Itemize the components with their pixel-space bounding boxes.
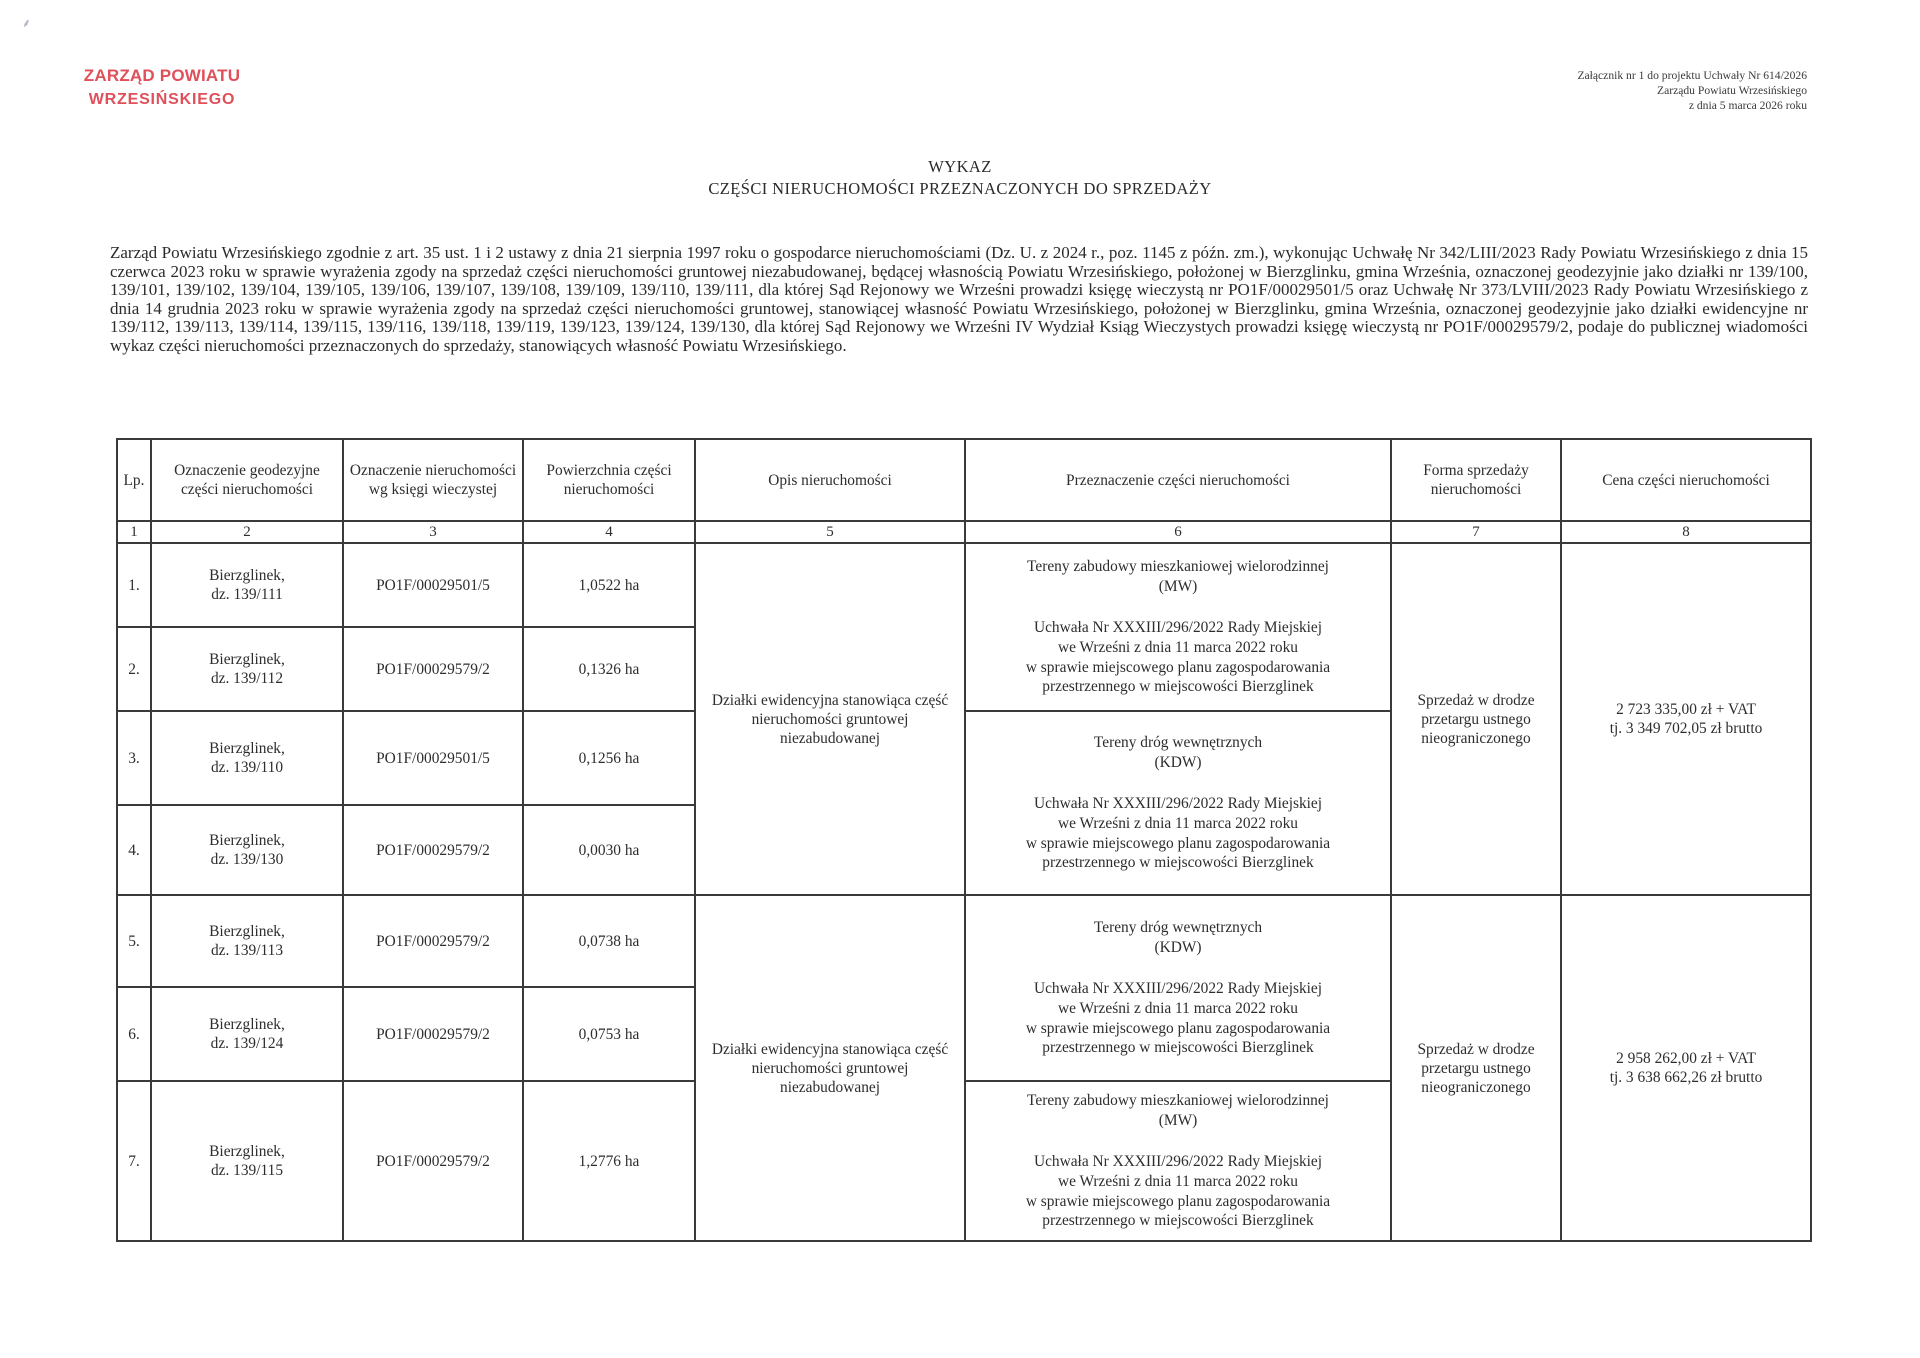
land-register-number: PO1F/00029501/5 [343, 711, 523, 805]
annex-note [1577, 68, 1807, 113]
plot-location: Bierzglinek, [209, 740, 285, 757]
resolution-line: Uchwała Nr XXXIII/296/2022 Rady Miejskiej [1033, 1153, 1323, 1171]
resolution-line: przestrzennego w miejscowości Bierzglinek [1042, 1039, 1314, 1057]
plot-location: Bierzglinek, [209, 651, 285, 668]
plot-number: dz. 139/112 [210, 670, 284, 687]
plot-number: dz. 139/130 [210, 851, 284, 868]
resolution-line: przestrzennego w miejscowości Bierzglinek [1042, 854, 1314, 872]
column-number: 3 [343, 521, 523, 543]
purpose-title: Tereny dróg wewnętrznych [1093, 919, 1263, 937]
row-number: 1. [117, 543, 151, 627]
land-register-number: PO1F/00029501/5 [343, 543, 523, 627]
plot-designation [151, 805, 343, 895]
resolution-line: w sprawie miejscowego planu zagospodarowania [1025, 1192, 1331, 1210]
plot-designation [151, 627, 343, 711]
land-register-number: PO1F/00029579/2 [343, 895, 523, 987]
plot-area: 0,0030 ha [523, 805, 695, 895]
price-net: 2 958 262,00 zł + VAT [1616, 1050, 1756, 1067]
plot-number: dz. 139/113 [210, 942, 284, 959]
resolution-line: w sprawie miejscowego planu zagospodarowania [1025, 658, 1331, 676]
land-register-number: PO1F/00029579/2 [343, 987, 523, 1081]
stamp-line-2: WRZESIŃSKIEGO [88, 91, 236, 108]
resolution-line: we Wrześni z dnia 11 marca 2022 roku [1058, 639, 1298, 656]
header-land-register: Oznaczenie nieruchomości wg księgi wieczystej [343, 439, 523, 521]
column-number: 8 [1561, 521, 1811, 543]
stamp-line-1: ZARZĄD POWIATU [83, 66, 241, 85]
resolution-line: w sprawie miejscowego planu zagospodarowania [1025, 834, 1331, 852]
price [1561, 895, 1811, 1241]
price-net: 2 723 335,00 zł + VAT [1616, 701, 1756, 718]
column-number: 7 [1391, 521, 1561, 543]
page-corner-mark: ⸙ [22, 16, 32, 30]
header-geodetic-designation: Oznaczenie geodezyjne części nieruchomości [151, 439, 343, 521]
price [1561, 543, 1811, 895]
resolution-line: we Wrześni z dnia 11 marca 2022 roku [1058, 1000, 1298, 1017]
purpose-title: Tereny dróg wewnętrznych [1093, 734, 1263, 752]
purpose-symbol: (MW) [1158, 1111, 1198, 1129]
header-lp: Lp. [117, 439, 151, 521]
plot-location: Bierzglinek, [209, 832, 285, 849]
column-number: 1 [117, 521, 151, 543]
plot-designation [151, 1081, 343, 1241]
row-number: 4. [117, 805, 151, 895]
purpose-title: Tereny zabudowy mieszkaniowej wielorodzinnej [1027, 558, 1329, 576]
plot-area: 0,1256 ha [523, 711, 695, 805]
plot-area: 1,2776 ha [523, 1081, 695, 1241]
plot-number: dz. 139/115 [210, 1162, 284, 1179]
purpose-title: Tereny zabudowy mieszkaniowej wielorodzinnej [1027, 1092, 1329, 1110]
plot-designation [151, 895, 343, 987]
resolution-line: Uchwała Nr XXXIII/296/2022 Rady Miejskiej [1033, 980, 1323, 998]
purpose-symbol: (MW) [1158, 577, 1198, 595]
property-description: Działki ewidencyjna stanowiąca część nieruchomości gruntowej niezabudowanej [695, 543, 965, 895]
office-stamp [82, 64, 242, 112]
land-use-purpose [965, 895, 1391, 1081]
land-register-number: PO1F/00029579/2 [343, 627, 523, 711]
plot-area: 0,0753 ha [523, 987, 695, 1081]
row-number: 7. [117, 1081, 151, 1241]
purpose-symbol: (KDW) [1154, 938, 1202, 956]
resolution-line: przestrzennego w miejscowości Bierzglinek [1042, 678, 1314, 696]
resolution-line: przestrzennego w miejscowości Bierzglinek [1042, 1212, 1314, 1230]
land-use-purpose [965, 711, 1391, 895]
plot-number: dz. 139/124 [210, 1035, 284, 1052]
column-number: 4 [523, 521, 695, 543]
header-price: Cena części nieruchomości [1561, 439, 1811, 521]
plot-number: dz. 139/110 [210, 759, 284, 776]
table-row [117, 543, 1811, 627]
land-use-purpose [965, 1081, 1391, 1241]
plot-area: 1,0522 ha [523, 543, 695, 627]
sale-form: Sprzedaż w drodze przetargu ustnego nieograniczonego [1391, 895, 1561, 1241]
land-use-purpose [965, 543, 1391, 711]
plot-designation [151, 543, 343, 627]
title-line-1: WYKAZ [928, 157, 992, 176]
resolution-line: we Wrześni z dnia 11 marca 2022 roku [1058, 1173, 1298, 1190]
property-list-table [116, 438, 1812, 1242]
column-number-row [117, 521, 1811, 543]
price-gross: tj. 3 638 662,26 zł brutto [1609, 1069, 1763, 1086]
plot-location: Bierzglinek, [209, 1143, 285, 1160]
title-line-2: CZĘŚCI NIERUCHOMOŚCI PRZEZNACZONYCH DO SPRZEDAŻY [708, 179, 1212, 198]
intro-paragraph: Zarząd Powiatu Wrzesińskiego zgodnie z art. 35 ust. 1 i 2 ustawy z dnia 21 sierpnia 1997 roku o gospodarce nieruchomościami (Dz. U. z 2024 r., poz. 1145 z późn. zm.), wykonując Uchwałę Nr 342/LIII/2023 Rady Powiatu Wrzesińskiego z dnia 15 czerwca 2023 roku w sprawie wyrażenia zgody na sprzedaż części nieruchomości gruntowej niezabudowanej, będącej własnością Powiatu Wrzesińskiego, położonej w Bierzglinku, gmina Września, oznaczonej geodezyjnie jako działki nr 139/100, 139/101, 139/102, 139/104, 139/105, 139/106, 139/107, 139/108, 139/109, 139/110, 139/111, dla której Sąd Rejonowy we Wrześni prowadzi księgę wieczystą nr PO1F/00029501/5 oraz Uchwałę Nr 373/LVIII/2023 Rady Powiatu Wrzesińskiego z dnia 14 grudnia 2023 roku w sprawie wyrażenia zgody na sprzedaż części nieruchomości gruntowej, stanowiącej własność Powiatu Wrzesińskiego, położonej w Bierzglinku, gmina Września, oznaczonej geodezyjnie jako działki ewidencyjne nr 139/112, 139/113, 139/114, 139/115, 139/116, 139/118, 139/119, 139/123, 139/124, 139/130, dla której Sąd Rejonowy we Wrześni IV Wydział Ksiąg Wieczystych prowadzi księgę wieczystą nr PO1F/00029579/2, podaje do publicznej wiadomości wykaz części nieruchomości przeznaczonych do sprzedaży, stanowiących własność Powiatu Wrzesińskiego. [110, 243, 1808, 355]
plot-area: 0,0738 ha [523, 895, 695, 987]
plot-area: 0,1326 ha [523, 627, 695, 711]
table-header-row [117, 439, 1811, 521]
table-row [117, 895, 1811, 987]
annex-line-2: Zarządu Powiatu Wrzesińskiego [1657, 84, 1807, 97]
plot-location: Bierzglinek, [209, 923, 285, 940]
resolution-line: we Wrześni z dnia 11 marca 2022 roku [1058, 815, 1298, 832]
row-number: 6. [117, 987, 151, 1081]
plot-designation [151, 711, 343, 805]
resolution-line: Uchwała Nr XXXIII/296/2022 Rady Miejskiej [1033, 619, 1323, 637]
plot-location: Bierzglinek, [209, 1016, 285, 1033]
annex-line-1: Załącznik nr 1 do projektu Uchwały Nr 614/2026 [1577, 69, 1807, 82]
header-sale-form: Forma sprzedaży nieruchomości [1391, 439, 1561, 521]
header-purpose: Przeznaczenie części nieruchomości [965, 439, 1391, 521]
resolution-line: Uchwała Nr XXXIII/296/2022 Rady Miejskiej [1033, 795, 1323, 813]
price-gross: tj. 3 349 702,05 zł brutto [1609, 720, 1763, 737]
row-number: 3. [117, 711, 151, 805]
column-number: 6 [965, 521, 1391, 543]
plot-location: Bierzglinek, [209, 567, 285, 584]
row-number: 5. [117, 895, 151, 987]
header-area: Powierzchnia części nieruchomości [523, 439, 695, 521]
column-number: 2 [151, 521, 343, 543]
plot-number: dz. 139/111 [211, 586, 283, 603]
row-number: 2. [117, 627, 151, 711]
column-number: 5 [695, 521, 965, 543]
annex-line-3: z dnia 5 marca 2026 roku [1688, 99, 1807, 112]
land-register-number: PO1F/00029579/2 [343, 805, 523, 895]
land-register-number: PO1F/00029579/2 [343, 1081, 523, 1241]
property-description: Działki ewidencyjna stanowiąca część nieruchomości gruntowej niezabudowanej [695, 895, 965, 1241]
document-title [0, 156, 1920, 200]
resolution-line: w sprawie miejscowego planu zagospodarowania [1025, 1019, 1331, 1037]
purpose-symbol: (KDW) [1154, 753, 1202, 771]
plot-designation [151, 987, 343, 1081]
header-description: Opis nieruchomości [695, 439, 965, 521]
sale-form: Sprzedaż w drodze przetargu ustnego nieograniczonego [1391, 543, 1561, 895]
